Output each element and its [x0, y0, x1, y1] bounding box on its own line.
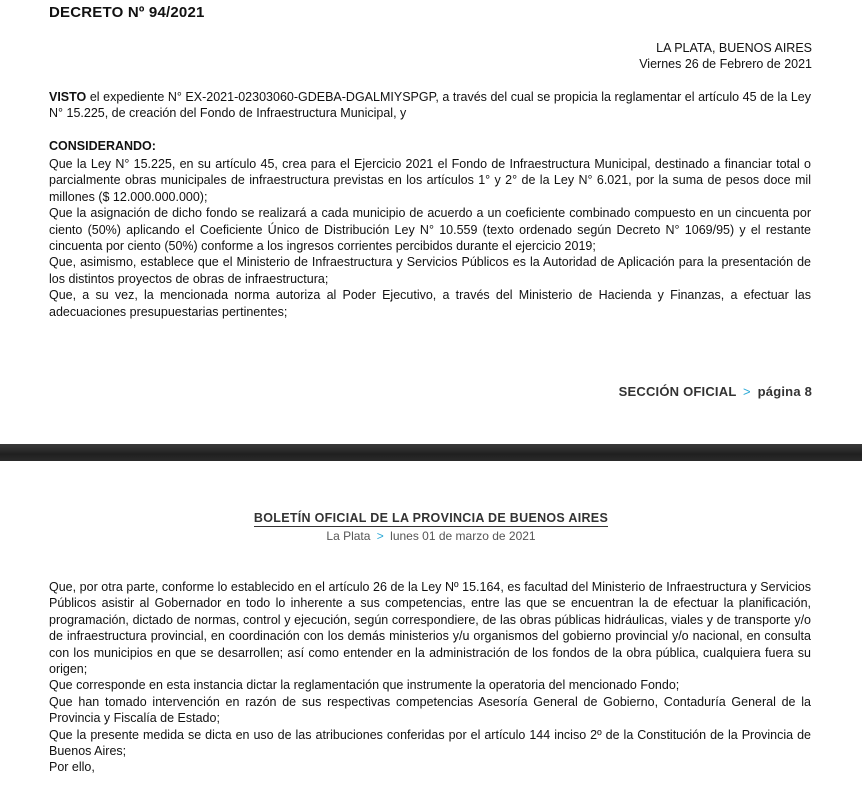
visto-paragraph [49, 89, 811, 122]
visto-label: VISTO [49, 90, 87, 104]
bulletin-header [0, 509, 862, 544]
considerando-paragraph: Que, asimismo, establece que el Ministerio de Infraestructura y Servicios Públicos es la Autoridad de Aplicación para la presentación de los distintos proyectos de obras de infraestructura; [49, 255, 811, 286]
chevron-right-icon: > [376, 529, 384, 543]
considerando-body [49, 156, 811, 320]
section-name: SECCIÓN OFICIAL [618, 384, 737, 399]
considerando-heading: CONSIDERANDO: [49, 139, 156, 153]
bulletin-date: lunes 01 de marzo de 2021 [390, 529, 536, 543]
visto-text: el expediente N° EX-2021-02303060-GDEBA-DGALMIYSPGP, a través del cual se propicia la reglamentar el artículo 45 de la Ley N° 15.225, de creación del Fondo de Infraestructura Municipal, y [49, 90, 811, 121]
bulletin-title: BOLETÍN OFICIAL DE LA PROVINCIA DE BUENOS AIRES [253, 511, 609, 525]
considerando-paragraph: Que la Ley N° 15.225, en su artículo 45, crea para el Ejercicio 2021 el Fondo de Infraestructura Municipal, destinado a financiar total o parcialmente obras municipales de infraestructura previstas en los artículos 1° y 2° de la Ley N° 6.021, por la suma de pesos doce mil millones ($ 12.000.000.000); [49, 157, 811, 204]
body-paragraph: Por ello, [49, 760, 95, 775]
body-paragraph: Que, por otra parte, conforme lo establecido en el artículo 26 de la Ley Nº 15.164, es facultad del Ministerio de Infraestructura y Servicios Públicos asistir al Gobernador en todo lo inherente a sus competencias, entre las que se encuentran la de efectuar la planificación, programación, dictado de normas, control y ejecución, según correspondiere, de las obras públicas hidráulicas, viales y de transporte y/o de infraestructura provincial, en coordinación con los demás ministerios y/u organismos del gobierno provincial y/o nacional, en consulta con los municipios en que se desarrollen; así como entender en la administración de los fondos de la obra pública, cualquiera fuera su origen; [49, 580, 811, 677]
body-paragraph: Que han tomado intervención en razón de sus respectivas competencias Asesoría General de Gobierno, Contaduría General de la Provincia y Fiscalía de Estado; [49, 694, 811, 726]
place-date-block [639, 40, 812, 72]
lower-body [49, 579, 811, 776]
decree-place: LA PLATA, BUENOS AIRES [656, 41, 812, 55]
considerando-paragraph: Que, a su vez, la mencionada norma autoriza al Poder Ejecutivo, a través del Ministerio de Hacienda y Finanzas, a efectuar las adecuaciones presupuestarias pertinentes; [49, 288, 811, 319]
bulletin-dateline [0, 529, 862, 544]
page-footer [619, 384, 812, 399]
considerando-paragraph: Que la asignación de dicho fondo se realizará a cada municipio de acuerdo a un coeficiente combinado compuesto en un cincuenta por ciento (50%) aplicando el Coeficiente Único de Distribución Ley N° 10.559 (texto ordenado según Decreto N° 1069/95) y el restante cincuenta por ciento (50%) conforme a los ingresos corrientes percibidos durante el ejercicio 2019; [49, 206, 811, 254]
bulletin-city: La Plata [326, 529, 371, 543]
document-page-bottom [0, 461, 862, 795]
decree-date: Viernes 26 de Febrero de 2021 [639, 57, 812, 71]
body-paragraph: Que la presente medida se dicta en uso de las atribuciones conferidas por el artículo 144 inciso 2º de la Constitución de la Provincia de Buenos Aires; [49, 727, 811, 759]
page-separator [0, 444, 862, 461]
chevron-right-icon: > [743, 384, 751, 399]
decree-title: DECRETO Nº 94/2021 [49, 4, 205, 21]
body-paragraph: Que corresponde en esta instancia dictar la reglamentación que instrumente la operatoria del mencionado Fondo; [49, 678, 680, 693]
page-number: página 8 [757, 384, 812, 399]
